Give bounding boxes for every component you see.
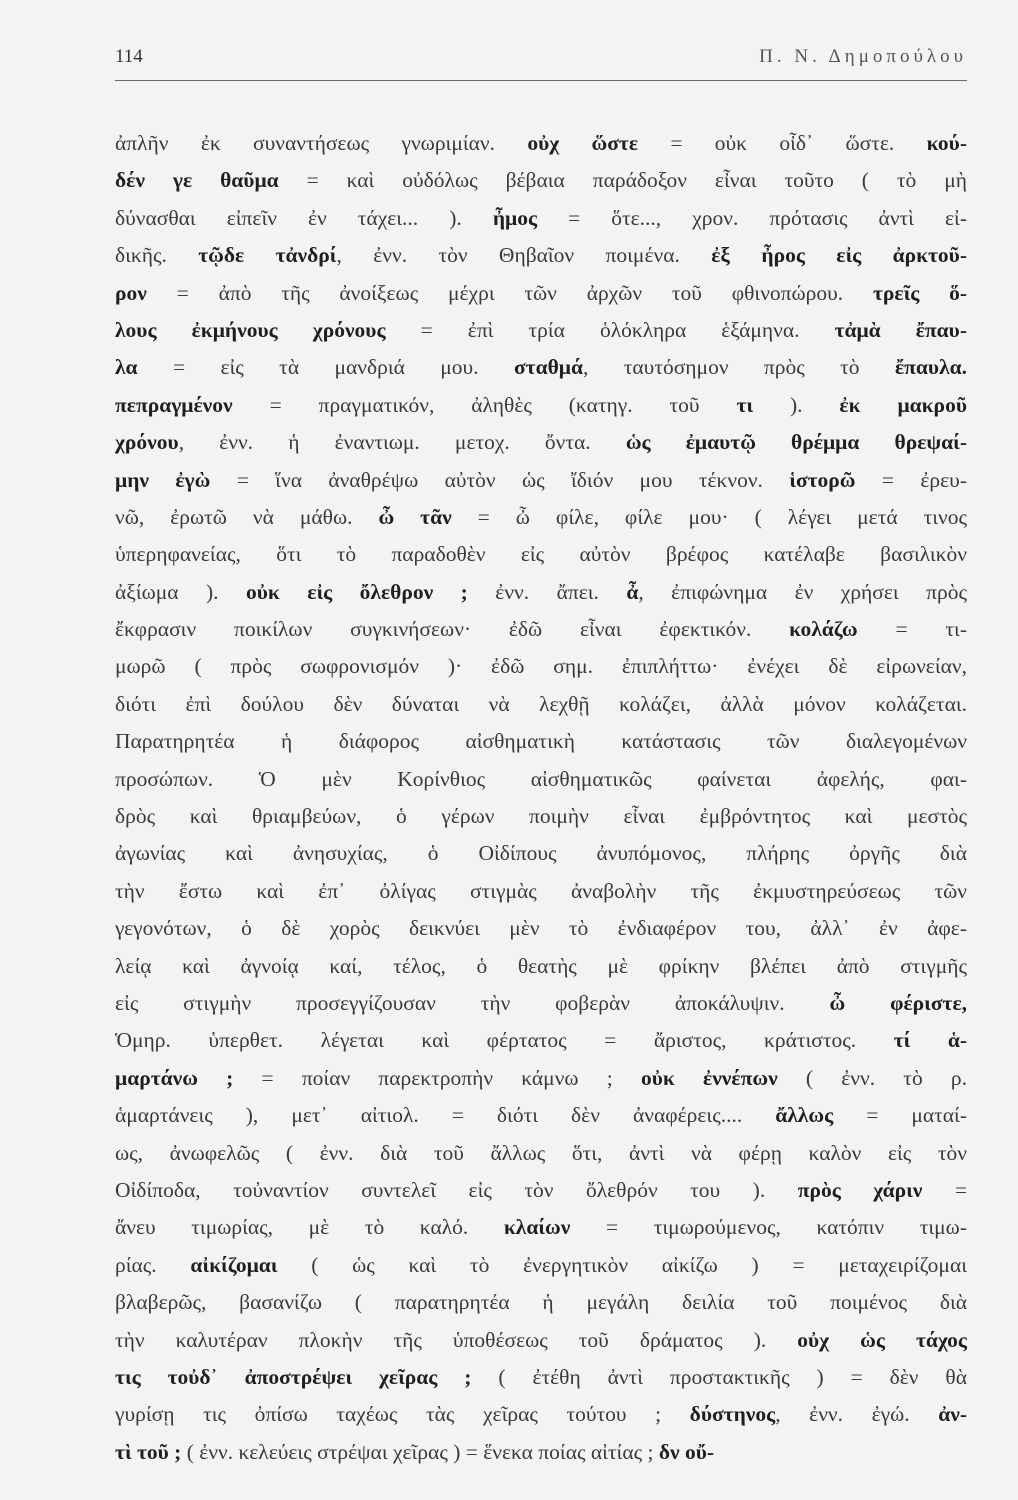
text-line xyxy=(115,237,967,274)
text-line xyxy=(115,611,967,648)
text-run: γεγονότων, ὁ δὲ χορὸς δεικνύει μὲν τὸ ἐνδιαφέρον του, ἀλλ᾽ ἐν ἀφε- xyxy=(115,916,967,941)
bold-term: τὶ τοῦ ; xyxy=(115,1439,182,1464)
text-run: δρὸς καὶ θριαμβεύων, ὁ γέρων ποιμὴν εἶναι ἐμβρόντητος καὶ μεστὸς xyxy=(115,804,967,829)
bold-term: οὐκ ἐννέπων xyxy=(640,1065,778,1090)
text-run: ἀγωνίας καὶ ἀνησυχίας, ὁ Οἰδίπους ἀνυπόμονος, πλήρης ὀργῆς διὰ xyxy=(115,841,967,866)
bold-term: ὡς ἐμαυτῷ θρέμμα θρεψαί- xyxy=(625,430,968,455)
bold-term: ἦμος xyxy=(492,205,538,230)
bold-term: δν οὔ- xyxy=(658,1439,715,1464)
bold-term: πεπραγμένον xyxy=(115,392,233,417)
bold-term: αἰκίζομαι xyxy=(190,1252,278,1277)
text-run: = εἰς τὰ μανδριά μου. xyxy=(137,355,514,380)
text-line xyxy=(115,1284,967,1321)
bold-term: δύστηνος xyxy=(689,1402,776,1427)
bold-term: οὐκ εἰς ὄλεθρον ; xyxy=(246,579,468,604)
text-run: γυρίσῃ τις ὀπίσω ταχέως τὰς χεῖρας τούτου ; xyxy=(115,1402,690,1427)
text-run: ως, ἀνωφελῶς ( ἐνν. διὰ τοῦ ἄλλως ὅτι, ἀντὶ νὰ φέρῃ καλὸν εἰς τὸν xyxy=(115,1140,967,1165)
bold-term: ἀν- xyxy=(938,1402,967,1427)
text-run: ἔκφρασιν ποικίλων συγκινήσεων· ἐδῶ εἶναι ἐφεκτικόν. xyxy=(115,617,790,642)
text-run: Παρατηρητέα ἡ διάφορος αἰσθηματικὴ κατάστασις τῶν διαλεγομένων xyxy=(115,729,967,754)
text-run: ἄνευ τιμωρίας, μὲ τὸ καλό. xyxy=(115,1215,504,1240)
text-line xyxy=(115,835,967,872)
bold-term: ὦ φέριστε, xyxy=(829,990,968,1015)
bold-term: ἐκ μακροῦ xyxy=(839,392,967,417)
bold-term: οὐχ ὥστε xyxy=(527,131,639,155)
running-head: Π. Ν. Δημοπούλου xyxy=(759,46,967,67)
text-run: ἀπλῆν ἐκ συναντήσεως γνωριμίαν. xyxy=(115,131,528,155)
text-run: = τιμωρούμενος, κατόπιν τιμω- xyxy=(570,1215,967,1240)
bold-term: ἆ xyxy=(626,579,639,604)
text-run: = ὅτε..., χρον. πρότασις ἀντὶ εἰ- xyxy=(537,205,967,230)
text-line xyxy=(115,125,967,162)
text-run: μωρῶ ( πρὸς σωφρονισμόν )· ἐδῶ σημ. ἐπιπλήττω· ἐνέχει δὲ εἰρωνείαν, xyxy=(115,654,967,679)
text-line xyxy=(115,1434,967,1471)
text-run: ( ἐτέθη ἀντὶ προστακτικῆς ) = δὲν θὰ xyxy=(471,1364,968,1389)
text-line xyxy=(115,910,967,947)
text-run: ὑπερηφανείας, ὅτι τὸ παραδοθὲν εἰς αὐτὸν βρέφος κατέλαβε βασιλικὸν xyxy=(115,542,967,567)
text-line xyxy=(115,798,967,835)
bold-term: πρὸς χάριν xyxy=(797,1177,923,1202)
text-line xyxy=(115,1097,967,1134)
text-line xyxy=(115,1060,967,1097)
bold-term: χρόνου xyxy=(115,430,179,455)
text-run: = ὦ φίλε, φίλε μου· ( λέγει μετά τινος xyxy=(451,504,967,529)
text-line xyxy=(115,312,967,349)
bold-term: σταθμά xyxy=(513,355,583,380)
text-run: ( ὡς καὶ τὸ ἐνεργητικὸν αἰκίζω ) = μεταχειρίζομαι xyxy=(277,1252,967,1277)
text-line xyxy=(115,873,967,910)
bold-term: ἄλλως xyxy=(775,1103,834,1128)
text-run: νῶ, ἐρωτῶ νὰ μάθω. xyxy=(115,504,379,529)
page-header xyxy=(115,46,967,81)
text-run: = ἐρευ- xyxy=(855,467,967,492)
text-run: Οἰδίποδα, τοὐναντίον συντελεῖ εἰς τὸν ὄλεθρόν του ). xyxy=(115,1177,798,1202)
text-line xyxy=(115,462,967,499)
bold-term: ρον xyxy=(115,280,147,305)
text-run: ( ἐνν. τὸ ρ. xyxy=(777,1065,967,1090)
text-line xyxy=(115,349,967,386)
text-run: ἁμαρτάνεις ), μετ᾽ αἰτιολ. = διότι δὲν ἀναφέρεις.... xyxy=(115,1103,776,1128)
text-line xyxy=(115,985,967,1022)
text-line xyxy=(115,499,967,536)
text-run: = ποίαν παρεκτροπὴν κάμνω ; xyxy=(233,1065,641,1090)
text-run: τὴν καλυτέραν πλοκὴν τῆς ὑποθέσεως τοῦ δράματος ). xyxy=(115,1327,798,1352)
bold-term: μαρτάνω ; xyxy=(115,1065,234,1090)
page-number: 114 xyxy=(115,46,143,67)
text-run: = xyxy=(922,1177,967,1202)
text-run: = καὶ οὐδόλως βέβαια παράδοξον εἶναι τοῦτο ( τὸ μὴ xyxy=(278,168,967,193)
text-line xyxy=(115,200,967,237)
bold-term: κού- xyxy=(926,131,967,155)
bold-term: ὦ τᾶν xyxy=(378,504,452,529)
text-line xyxy=(115,275,967,312)
text-run: προσώπων. Ὁ μὲν Κορίνθιος αἰσθηματικῶς φαίνεται ἀφελής, φαι- xyxy=(115,766,967,791)
text-line xyxy=(115,162,967,199)
bold-term: δέν γε θαῦμα xyxy=(115,168,279,193)
text-run: , ταυτόσημον πρὸς τὸ xyxy=(583,355,895,380)
text-run: , ἐνν. τὸν Θηβαῖον ποιμένα. xyxy=(336,243,712,268)
bold-term: ἱστορῶ xyxy=(789,467,856,492)
text-line xyxy=(115,1022,967,1059)
text-run: = πραγματικόν, ἀληθὲς (κατηγ. τοῦ xyxy=(232,392,737,417)
bold-term: τἀμὰ ἔπαυ- xyxy=(834,317,968,342)
text-line xyxy=(115,1396,967,1433)
text-line xyxy=(115,761,967,798)
bold-term: λα xyxy=(115,355,138,380)
text-line xyxy=(115,723,967,760)
text-run: = ἀπὸ τῆς ἀνοίξεως μέχρι τῶν ἀρχῶν τοῦ φθινοπώρου. xyxy=(146,280,873,305)
text-run: δικῆς. xyxy=(115,243,199,268)
text-run: , ἐνν. ἐγώ. xyxy=(775,1402,939,1427)
bold-term: λους ἐκμήνους χρόνους xyxy=(115,317,386,342)
text-line xyxy=(115,536,967,573)
bold-term: τις τοὐδ᾽ ἀποστρέψει χεῖρας ; xyxy=(115,1364,472,1389)
text-run: = ἐπὶ τρία ὁλόκληρα ἑξάμηνα. xyxy=(385,317,835,342)
text-run: λείᾳ καὶ ἀγνοίᾳ καί, τέλος, ὁ θεατὴς μὲ φρίκην βλέπει ἀπὸ στιγμῆς xyxy=(115,953,967,978)
bold-term: τῷδε τἀνδρί xyxy=(198,243,337,268)
text-run: ρίας. xyxy=(115,1252,191,1277)
text-run: ). xyxy=(753,392,840,417)
text-line xyxy=(115,1172,967,1209)
text-line xyxy=(115,574,967,611)
text-run: βλαβερῶς, βασανίζω ( παρατηρητέα ἡ μεγάλη δειλία τοῦ ποιμένος διὰ xyxy=(115,1290,967,1315)
text-run: = ματαί- xyxy=(833,1103,967,1128)
bold-term: τί ἁ- xyxy=(893,1028,967,1053)
text-run: δύνασθαι εἰπεῖν ἐν τάχει... ). xyxy=(115,205,493,230)
commentary-text xyxy=(115,125,967,1471)
bold-term: ἐξ ἦρος εἰς ἀρκτοῦ- xyxy=(711,243,967,268)
text-run: εἰς στιγμὴν προσεγγίζουσαν τὴν φοβερὰν ἀποκάλυψιν. xyxy=(115,990,830,1015)
bold-term: μην ἐγὼ xyxy=(115,467,211,492)
text-run: διότι ἐπὶ δούλου δὲν δύναται νὰ λεχθῇ κολάζει, ἀλλὰ μόνον κολάζεται. xyxy=(115,691,967,716)
text-line xyxy=(115,1209,967,1246)
bold-term: οὐχ ὡς τάχος xyxy=(797,1327,967,1352)
text-run: = οὐκ οἶδ᾽ ὥστε. xyxy=(638,131,927,155)
bold-term: ἔπαυλα. xyxy=(894,355,968,380)
text-run: ἀξίωμα ). xyxy=(115,579,246,604)
text-run: ἐνν. ἄπει. xyxy=(467,579,627,604)
text-line xyxy=(115,424,967,461)
bold-term: κλαίων xyxy=(503,1215,571,1240)
text-run: Ὁμηρ. ὑπερθετ. λέγεται καὶ φέρτατος = ἄριστος, κράτιστος. xyxy=(115,1028,894,1053)
bold-term: κολάζω xyxy=(789,617,858,642)
text-line xyxy=(115,1322,967,1359)
bold-term: τι xyxy=(736,392,754,417)
text-run: τὴν ἔστω καὶ ἐπ᾽ ὀλίγας στιγμὰς ἀναβολὴν τῆς ἐκμυστηρεύσεως τῶν xyxy=(115,878,967,903)
text-line xyxy=(115,648,967,685)
text-line xyxy=(115,686,967,723)
text-line xyxy=(115,948,967,985)
text-run: , ἐνν. ἡ ἐναντιωμ. μετοχ. ὄντα. xyxy=(178,430,626,455)
text-line xyxy=(115,387,967,424)
text-run: ( ἐνν. κελεύεις στρέψαι χεῖρας ) = ἕνεκα ποίας αἰτίας ; xyxy=(181,1439,659,1464)
text-run: = ἵνα ἀναθρέψω αὐτὸν ὡς ἴδιόν μου τέκνον. xyxy=(210,467,790,492)
text-run: = τι- xyxy=(857,617,967,642)
text-line xyxy=(115,1135,967,1172)
text-run: , ἐπιφώνημα ἐν χρήσει πρὸς xyxy=(638,579,967,604)
bold-term: τρεῖς ὅ- xyxy=(872,280,968,305)
text-line xyxy=(115,1247,967,1284)
text-line xyxy=(115,1359,967,1396)
